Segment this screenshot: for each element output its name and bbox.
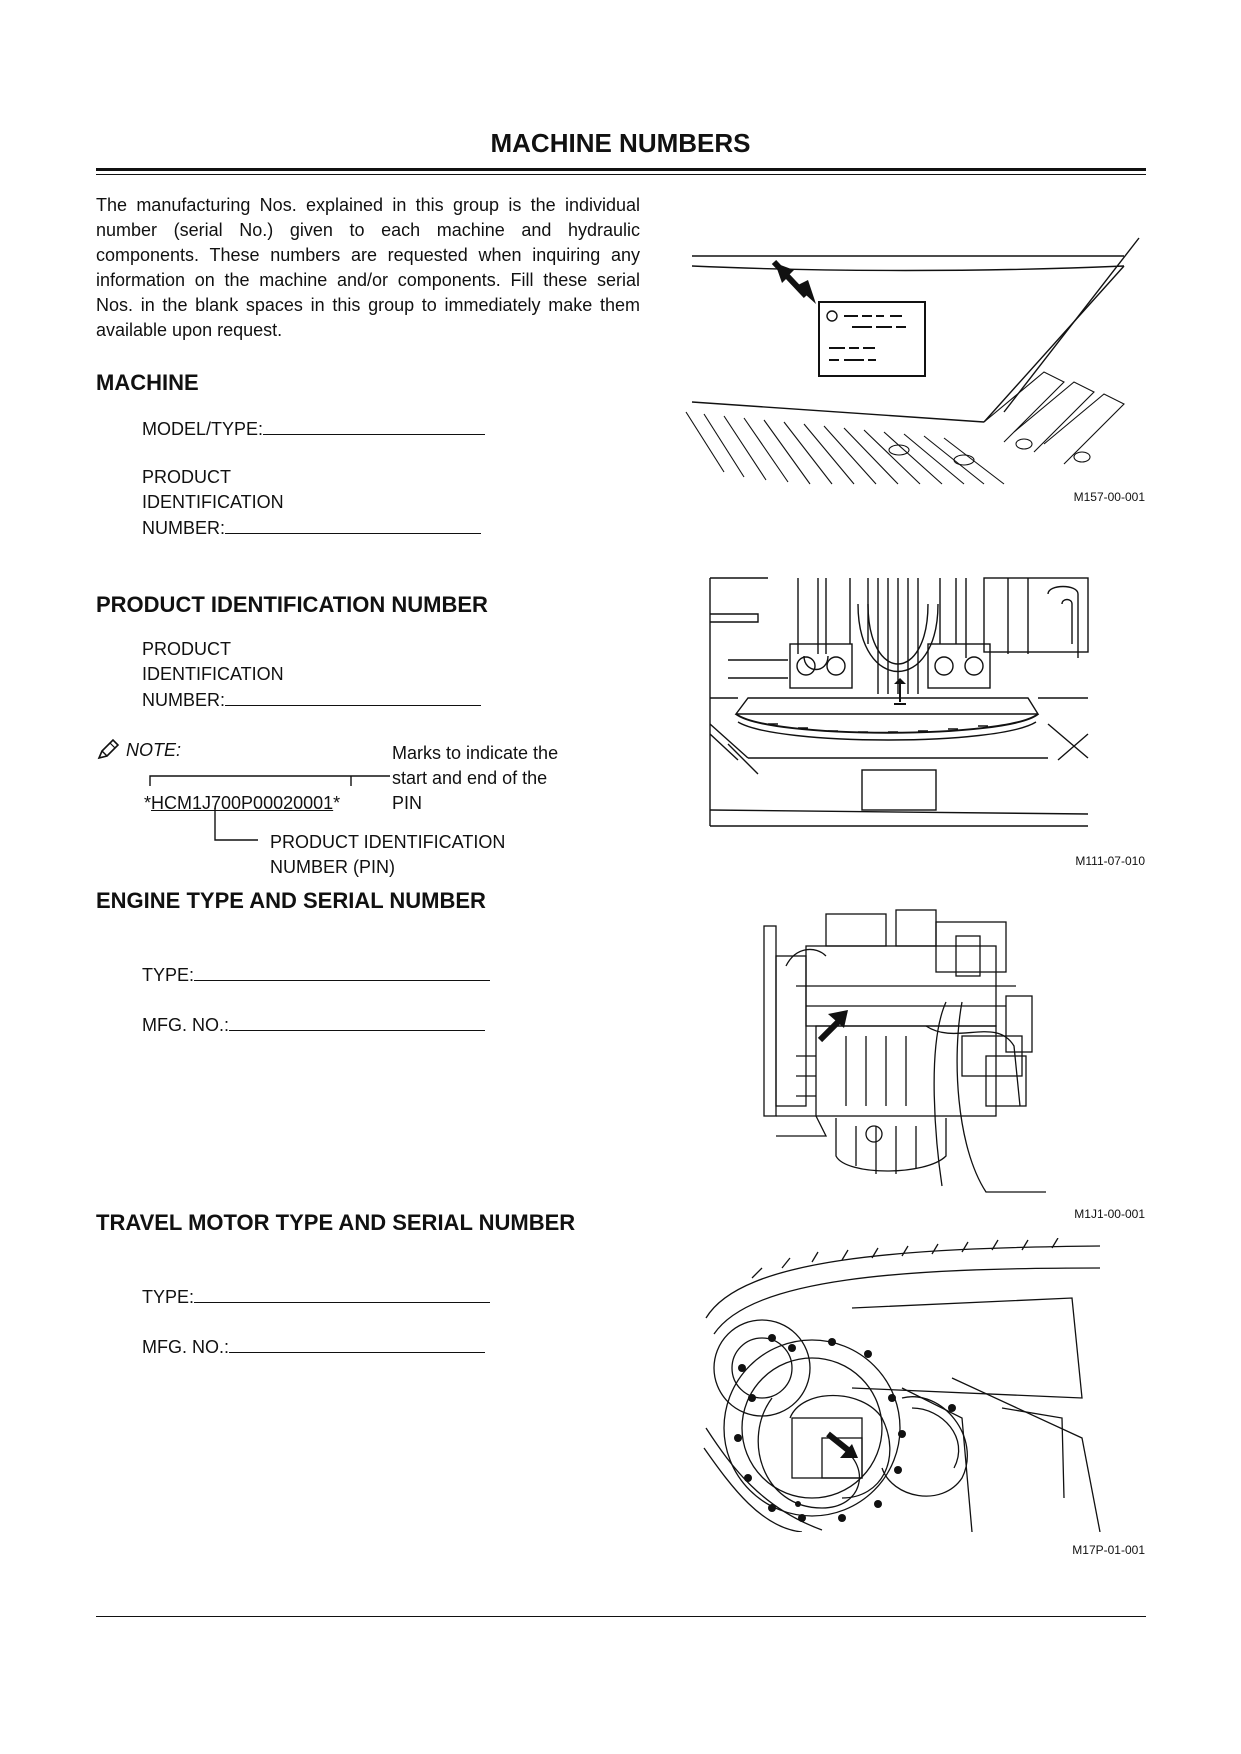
- pin-explanation: [270, 830, 505, 880]
- pin-text-1: PRODUCT IDENTIFICATION: [270, 832, 506, 852]
- engine-figure: [756, 906, 1052, 1198]
- pin-label-2: IDENTIFICATION: [142, 664, 284, 684]
- pin-figure-caption: M111-07-010: [1075, 854, 1145, 868]
- marks-text-1: Marks to indicate the: [392, 743, 559, 763]
- note-label: NOTE:: [126, 740, 182, 760]
- model-type-label: MODEL/TYPE:: [142, 419, 264, 439]
- machine-pin-field: [142, 465, 481, 541]
- pin-label-3: NUMBER:: [142, 690, 226, 710]
- pin-example-suffix: *: [333, 793, 341, 813]
- machine-heading: MACHINE: [96, 370, 199, 395]
- title-rule-thick: [96, 168, 1146, 171]
- machine-pin-blank: [225, 515, 481, 534]
- footer-rule: [96, 1616, 1146, 1617]
- marks-explanation: [392, 741, 558, 816]
- machine-figure-caption: M157-00-001: [1073, 490, 1145, 504]
- pin-example: [144, 791, 340, 816]
- pin-text-2: NUMBER (PIN): [270, 857, 395, 877]
- engine-pointer-arrow-icon: [820, 1010, 848, 1040]
- marks-text-2: start and end of the: [392, 768, 548, 788]
- travel-figure-caption: M17P-01-001: [1072, 1543, 1145, 1557]
- machine-pin-label-2: IDENTIFICATION: [142, 492, 284, 512]
- page-title: MACHINE NUMBERS: [490, 128, 751, 158]
- engine-mfg-label: MFG. NO.:: [142, 1015, 229, 1035]
- travel-mfg-field: [142, 1334, 485, 1360]
- engine-mfg-blank: [229, 1012, 485, 1031]
- pin-heading: PRODUCT IDENTIFICATION NUMBER: [96, 592, 488, 617]
- travel-motor-heading: TRAVEL MOTOR TYPE AND SERIAL NUMBER: [96, 1210, 576, 1235]
- pointer-arrow-icon: [774, 262, 816, 304]
- engine-type-label: TYPE:: [142, 965, 195, 985]
- intro-paragraph: The manufacturing Nos. explained in this group is the individual number (serial No.) given to each machine and hydraulic components. These numbers are requested when inquiring any information on the machine and/or components. Fill these serial Nos. in the blank spaces in this group to immediately make them available upon request.: [96, 195, 640, 340]
- travel-type-label: TYPE:: [142, 1287, 195, 1307]
- model-type-blank: [263, 416, 485, 435]
- machine-pin-label-3: NUMBER:: [142, 518, 226, 538]
- pencil-note-icon: [96, 738, 120, 762]
- pin-label-1: PRODUCT: [142, 639, 231, 659]
- machine-pin-label-1: PRODUCT: [142, 467, 231, 487]
- model-type-field: [142, 416, 485, 442]
- travel-motor-figure: [702, 1238, 1104, 1532]
- machine-plate-figure: [684, 232, 1146, 492]
- travel-type-blank: [194, 1284, 490, 1303]
- pin-blank: [225, 687, 481, 706]
- engine-type-blank: [194, 962, 490, 981]
- engine-mfg-field: [142, 1012, 485, 1038]
- pin-field: [142, 637, 481, 713]
- pin-example-prefix: *: [144, 793, 152, 813]
- engine-type-field: [142, 962, 490, 988]
- travel-type-field: [142, 1284, 490, 1310]
- pin-example-value: HCM1J700P00020001: [151, 793, 334, 813]
- pin-location-figure: [708, 574, 1090, 836]
- engine-heading: ENGINE TYPE AND SERIAL NUMBER: [96, 888, 486, 913]
- travel-mfg-blank: [229, 1334, 485, 1353]
- marks-text-3: PIN: [392, 793, 423, 813]
- engine-figure-caption: M1J1-00-001: [1074, 1207, 1145, 1221]
- title-rule-thin: [96, 174, 1146, 175]
- travel-mfg-label: MFG. NO.:: [142, 1337, 229, 1357]
